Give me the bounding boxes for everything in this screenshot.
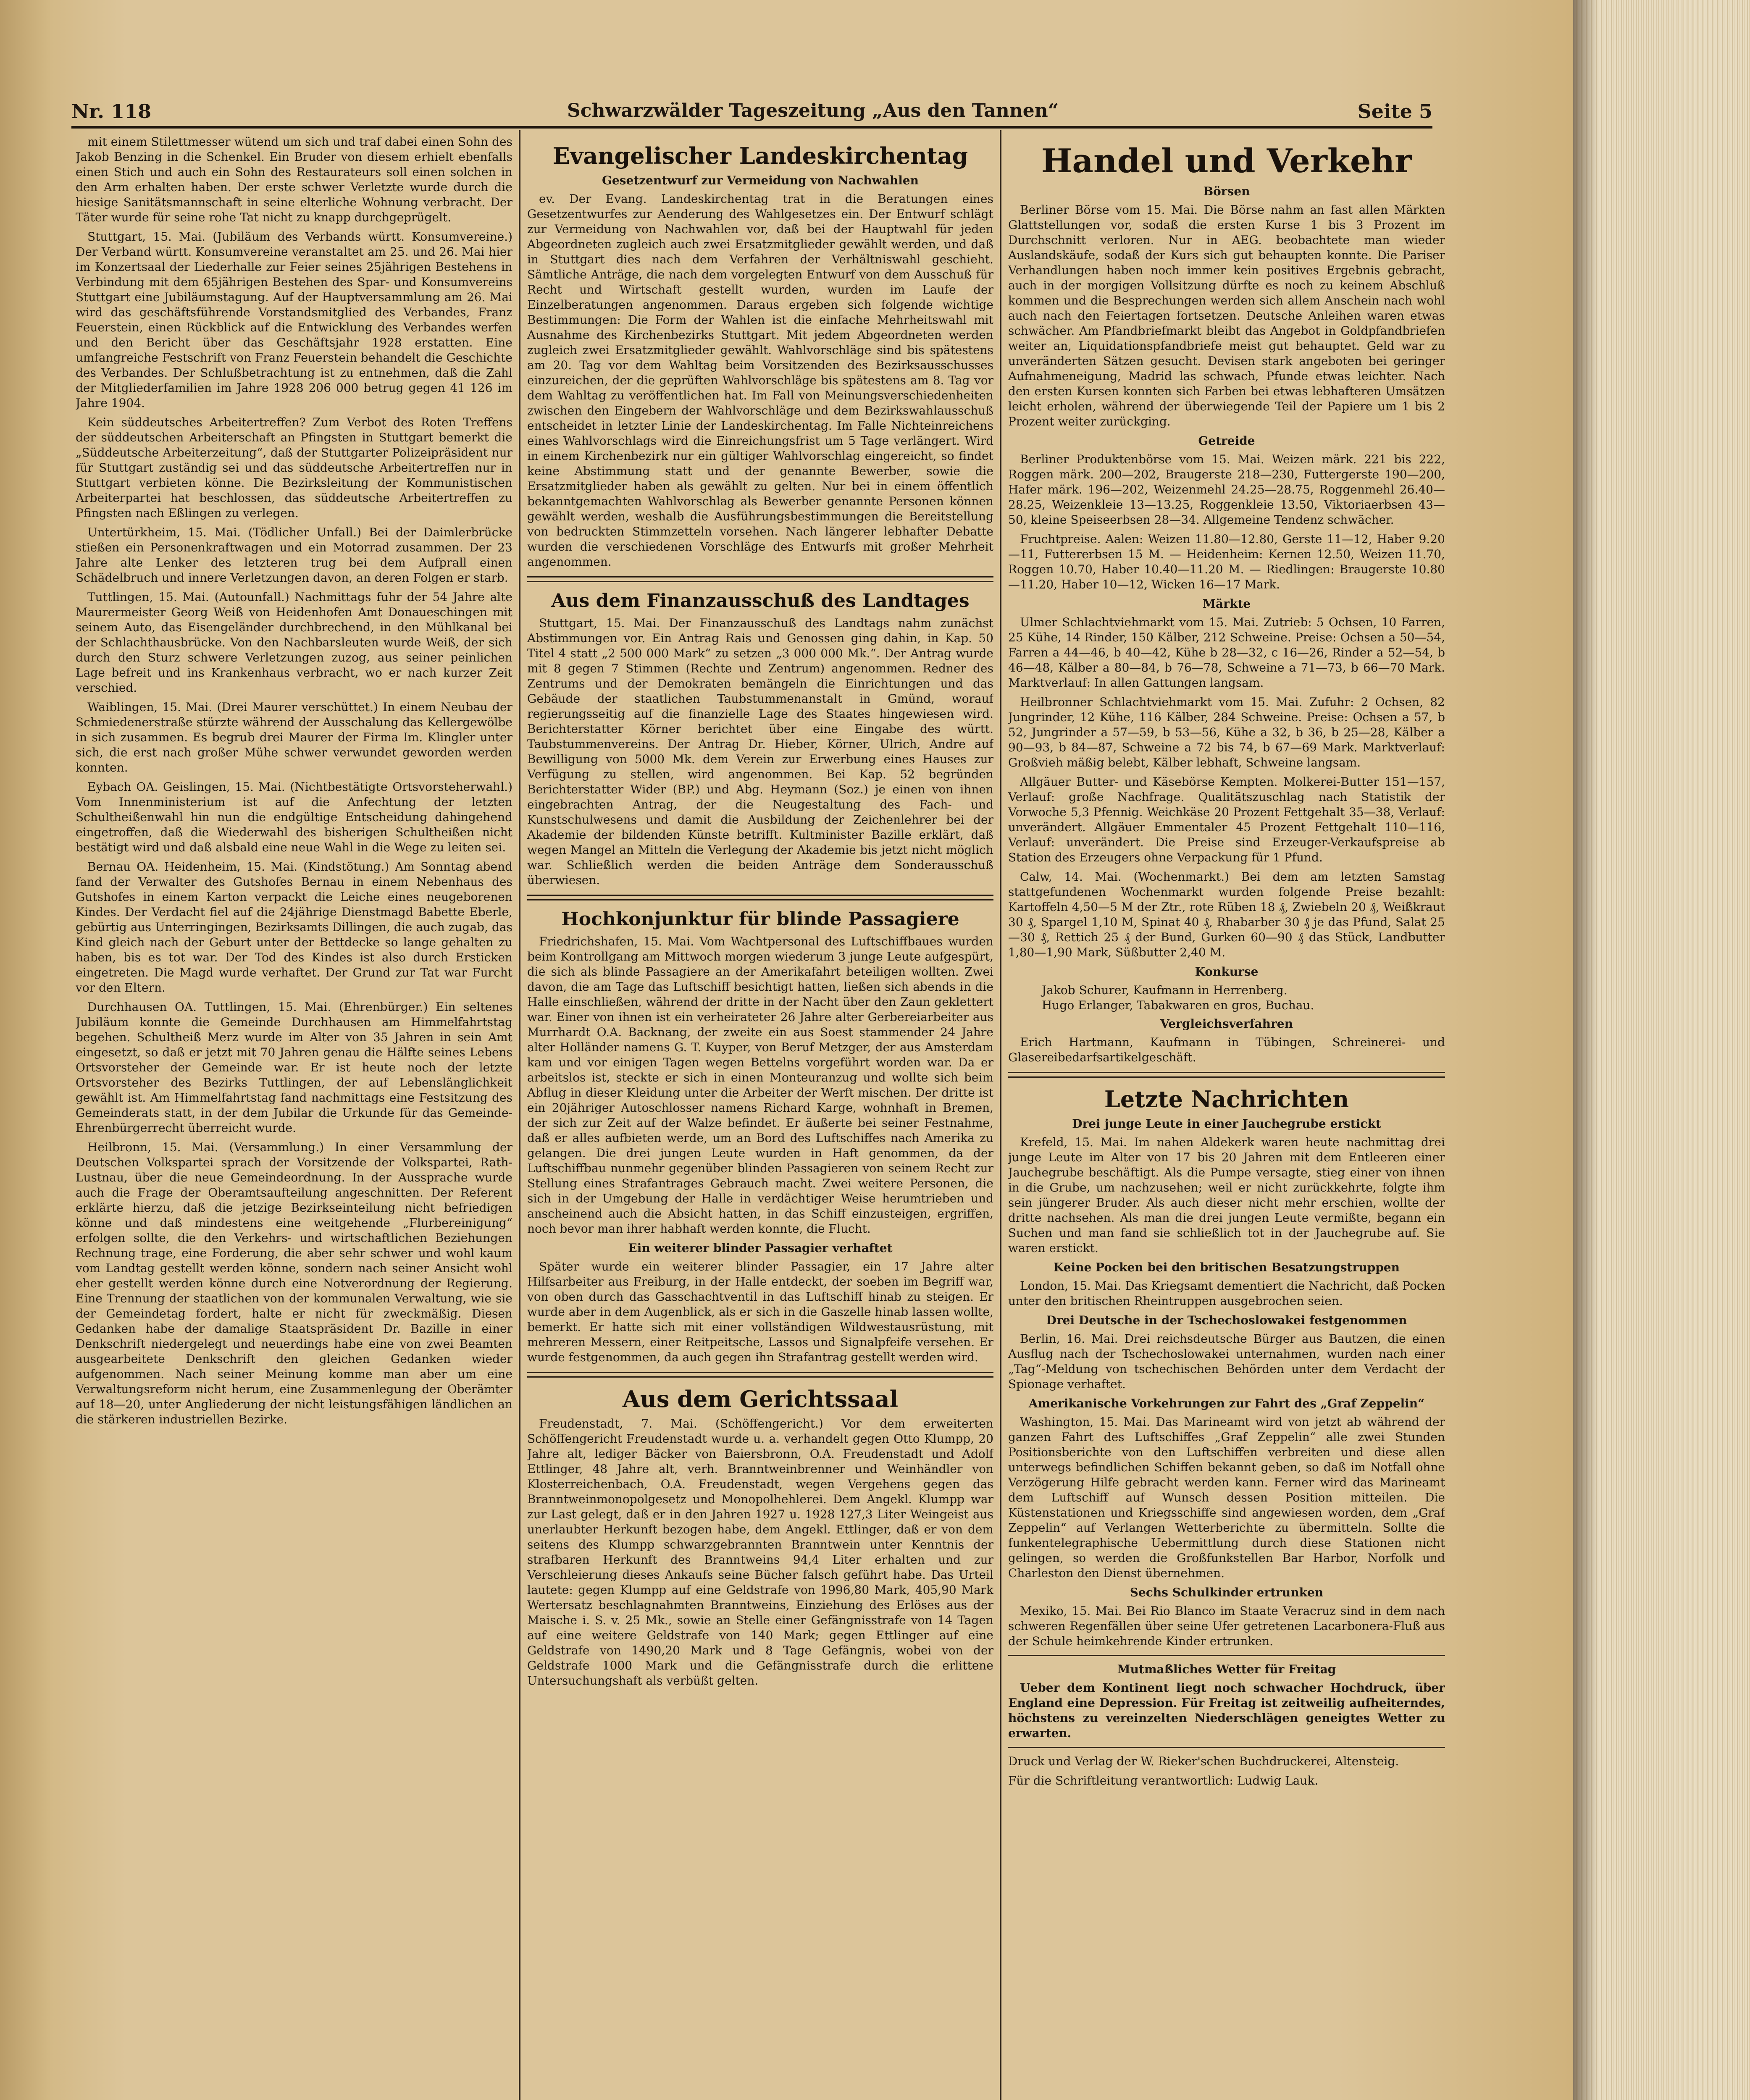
page-header xyxy=(71,92,1432,130)
article-paragraph: Fruchtpreise. Aalen: Weizen 11.80—12.80, Gerste 11—12, Haber 9.20—11, Futtererbsen 15 M. — Heidenheim: Kernen 12.50, Weizen 11.70, Roggen 10.70, Haber 10.40—11.20 M. — Riedlingen: Braugerste 10.80—11.20, Haber 10—12, Wicken 16—17 Mark. xyxy=(1008,532,1445,591)
article-paragraph: Ulmer Schlachtviehmarkt vom 15. Mai. Zutrieb: 5 Ochsen, 10 Farren, 25 Kühe, 14 Rinder, 150 Kälber, 212 Schweine. Preise: Ochsen a 50—54, Farren a 44—46, b 40—42, Kühe b 28—32, c 16—26, Rinder a 52—54, b 46—48, Kälber a 80—84, b 76—78, Schweine a 71—73, b 66—70 Mark. Marktverlauf: In allen Gattungen langsam. xyxy=(1008,615,1445,690)
article-paragraph: Freudenstadt, 7. Mai. (Schöffengericht.) Vor dem erweiterten Schöffengericht Freudenstadt wurde u. a. verhandelt gegen Otto Klumpp, 20 Jahre alt, lediger Bäcker von Baiersbronn, O.A. Freudenstadt und Adolf Ettlinger, 48 Jahre alt, verh. Branntweinbrenner und Weinhändler von Klosterreichenbach, O.A. Freudenstadt, wegen Vergehens gegen das Branntweinmonopolgesetz und Monopolhehlerei. Dem Angekl. Klumpp war zur Last gelegt, daß er in den Jahren 1927 u. 1928 127,3 Liter Weingeist aus unerlaubter Herkunft bezogen habe, dem Angekl. Ettlinger, daß er von dem seitens des Klumpp schwarzgebrannten Branntwein unter Kenntnis der strafbaren Herkunft des Branntweins 94,4 Liter erhalten und zur Verschleierung dieses Ankaufs seine Bücher falsch geführt habe. Das Urteil lautete: gegen Klumpp auf eine Geldstrafe von 1996,80 Mark, 405,90 Mark Wertersatz beschlagnahmten Branntweins, Einziehung des Erlöses aus der Maische i. S. v. 25 Mk., sowie an Stelle einer Gefängnisstrafe von 14 Tagen auf eine weitere Geldstrafe von 140 Mark; gegen Ettlinger auf eine Geldstrafe von 1490,20 Mark und 8 Tage Gefängnis, wobei von der Geldstrafe 1000 Mark und die Gefängnisstrafe durch die erlittene Untersuchungshaft als verbüßt gelten. xyxy=(527,1417,993,1688)
section-divider xyxy=(1008,1072,1445,1078)
article-paragraph: Berliner Produktenbörse vom 15. Mai. Weizen märk. 221 bis 222, Roggen märk. 200—202, Braugerste 218—230, Futtergerste 190—200, Hafer märk. 196—202, Weizenmehl 24.25—28.75, Roggenmehl 26.40—28.25, Weizenkleie 13—13.25, Roggenkleie 13.50, Viktoriaerbsen 43—50, kleine Speiseerbsen 28—34. Allgemeine Tendenz schwächer. xyxy=(1008,452,1445,527)
column-rule-2 xyxy=(1000,130,1001,2100)
article-paragraph: Heilbronner Schlachtviehmarkt vom 15. Mai. Zufuhr: 2 Ochsen, 82 Jungrinder, 12 Kühe, 116 Kälber, 284 Schweine. Preise: Ochsen a 57, b 52, Jungrinder a 57—59, b 53—56, Kühe a 32, b 36, b 25—28, Kälber a 90—93, b 84—87, Schweine a 72 bis 74, b 67—69 Mark. Marktverlauf: Großvieh mäßig belebt, Kälber lebhaft, Schweine langsam. xyxy=(1008,695,1445,769)
header-rule xyxy=(71,126,1432,129)
article-paragraph: Später wurde ein weiterer blinder Passagier, ein 17 Jahre alter Hilfsarbeiter aus Freiburg, in der Halle entdeckt, der soeben im Begriff war, von oben durch das Gasschachtventil in das Luftschiff hinab zu steigen. Er wurde aber in dem Augenblick, als er sich in die Gaszelle hinab lassen wollte, bemerkt. Er hatte sich mit einer vollständigen Wildwestausrüstung, mit mehreren Messern, einer Reitpeitsche, Lassos und Signalpfeife versehen. Er wurde festgenommen, da auch gegen ihn Strafantrag gestellt werden wird. xyxy=(527,1260,993,1364)
article-paragraph: Berliner Börse vom 15. Mai. Die Börse nahm an fast allen Märkten Glattstellungen vor, sodaß die ersten Kurse 1 bis 3 Prozent im Durchschnitt verloren. Nur in AEG. beobachtete man wieder Auslandskäufe, sodaß der Kurs sich gut behaupten konnte. Die Pariser Verhandlungen haben noch immer kein positives Ergebnis gebracht, auch in der morgigen Vollsitzung dürfte es noch zu keinem Abschluß kommen und die Besprechungen werden sich allem Anschein nach wohl auch nach den Feiertagen fortsetzen. Deutsche Anleihen waren etwas schwächer. Am Pfandbriefmarkt bleibt das Angebot in Goldpfandbriefen weiter an, Liquidationspfandbriefe meist gut behauptet. Geld war zu unveränderten Sätzen gesucht. Devisen stark angeboten bei geringer Aufnahmeneigung, Madrid las schwach, Pfunde etwas leichter. Nach den ersten Kursen konnten sich Farben bei etwas lebhafteren Umsätzen leicht erholen, während der überwiegende Teil der Papiere um 1 bis 2 Prozent weiter zurückging. xyxy=(1008,203,1445,428)
list-item: Hugo Erlanger, Tabakwaren en gros, Buchau. xyxy=(1042,998,1314,1012)
article-paragraph: Stuttgart, 15. Mai. Der Finanzausschuß des Landtags nahm zunächst Abstimmungen vor. Ein Antrag Rais und Genossen ging dahin, in Kap. 50 Titel 4 statt „2 500 000 Mark“ zu setzen „3 000 000 Mk.“. Der Antrag wurde mit 8 gegen 7 Stimmen (Rechte und Zentrum) angenommen. Redner des Zentrums und der Demokraten bemängeln die Einrichtungen und das Gebäude der staatlichen Taubstummenanstalt in Gmünd, worauf regierungsseitig auf die finanzielle Lage des Staates hingewiesen wird. Berichterstatter Körner berichtet über eine Eingabe des württ. Taubstummenvereins. Der Antrag Dr. Hieber, Körner, Ulrich, Andre auf Bewilligung von 5000 Mk. dem Verein zur Erwerbung eines Hauses zur Verfügung zu stellen, wird angenommen. Bei Kap. 52 begründen Berichterstatter Wider (BP.) und Abg. Heymann (Soz.) je einen von ihnen eingebrachten Antrag, der die Neugestaltung des Fach- und Kunstschulwesens und damit die Ausbildung der Zeichenlehrer bei der Akademie der bildenden Künste betrifft. Kultminister Bazille erklärt, daß wegen Mangel an Mitteln die Verlegung der Akademie bis jetzt nicht möglich war. Schließlich werden die beiden Anträge dem Sonderausschuß überwiesen. xyxy=(527,616,993,887)
imprint-line: Für die Schriftleitung verantwortlich: Ludwig Lauk. xyxy=(1008,1774,1319,1788)
page-label: Seite 5 xyxy=(1357,100,1432,123)
column-3 xyxy=(1008,134,1445,2100)
section-subtitle: Gesetzentwurf zur Vermeidung von Nachwahlen xyxy=(602,173,919,187)
article-paragraph: Friedrichshafen, 15. Mai. Vom Wachtpersonal des Luftschiffbaues wurden beim Kontrollgang am Mittwoch morgen wiederum 3 junge Leute aufgespürt, die sich als blinde Passagiere an der Amerikafahrt beteiligen wollten. Zwei davon, die am Tage das Luftschiff besichtigt hatten, ließen sich abends in die Halle einschließen, während der dritte in der Nacht über den Zaun geklettert war. Einer von ihnen ist ein verheirateter 26 Jahre alter Gerbereiarbeiter aus Murrhardt O.A. Backnang, der zweite ein aus Soest stammender 24 Jahre alter Holländer namens G. T. Kuyper, von Beruf Metzger, der aus Amsterdam kam und vor einigen Tagen wegen Bettelns vorgeführt worden war. Da er arbeitslos ist, steckte er sich in einen Monteuranzug und wollte sich beim Abflug in dieser Kleidung unter die Arbeiter der Werft mischen. Der dritte ist ein 20jähriger Autoschlosser namens Richard Karge, wohnhaft in Bremen, der sich zur Zeit auf der Walze befindet. Er äußerte bei seiner Festnahme, daß er alles aufbieten werde, um an Bord des Luftschiffes nach Amerika zu gelangen. Die drei jungen Leute wurden in Haft genommen, da der Luftschiffbau nunmehr gegenüber blinden Passagieren von seinem Recht zur Stellung eines Strafantrages Gebrauch macht. Zwei weitere Personen, die sich in der Umgebung der Halle in verdächtiger Weise herumtrieben und anscheinend auch die Absicht hatten, in das Schiff einzusteigen, ergriffen, noch bevor man ihrer habhaft werden konnte, die Flucht. xyxy=(527,934,993,1236)
article-eybach: Eybach OA. Geislingen, 15. Mai. (Nichtbestätigte Ortsvorsteherwahl.) Vom Innenministerium ist auf die Anfechtung der letzten Schultheißenwahl hin nun die endgültige Entscheidung dahingehend eingetroffen, daß die Wiederwahl des bisherigen Schultheißen nicht bestätigt wird und daß alsbald eine neue Wahl in die Wege zu leiten sei. xyxy=(76,780,512,854)
section-title-handel: Handel und Verkehr xyxy=(1041,142,1412,180)
article-heilbronn: Heilbronn, 15. Mai. (Versammlung.) In einer Versammlung der Deutschen Volkspartei sprach der Vorsitzende der Volkspartei, Rath-Lustnau, über die neue Gemeindeordnung. In der Aussprache wurde auch die Frage der Oberamtsaufteilung angeschnitten. Der Referent erklärte hierzu, daß die jetzige Bezirkseinteilung nicht befriedigen könne und daß mindestens eine weitgehende „Flurbereinigung“ erfolgen sollte, die den Verkehrs- und wirtschaftlichen Beziehungen Rechnung trage, eine Forderung, die aber sehr schwer und wohl kaum vom Landtag gestellt werden könne, sondern nach seiner Ansicht wohl eher gestellt werden könne durch eine Notverordnung der Regierung. Eine Trennung der staatlichen von der kommunalen Verwaltung, wie sie der Gemeindetag fordert, halte er nicht für zweckmäßig. Diesen Gedanken habe der damalige Staatspräsident Dr. Bazille in einer Denkschrift niedergelegt und neuerdings habe eine von zwei Beamten ausgearbeitete Denkschrift den gleichen Gedanken wieder aufgenommen. Nach seiner Meinung komme man aber um eine Verwaltungsreform nicht herum, eine Zusammenlegung der Oberämter auf 18—20, unter Angliederung der nicht leistungsfähigen ländlichen an die stärkeren industriellen Bezirke. xyxy=(76,1140,512,1426)
column-1 xyxy=(76,134,512,2100)
article-paragraph: Mexiko, 15. Mai. Bei Rio Blanco im Staate Veracruz sind in dem nach schweren Regenfällen über seine Ufer getretenen Lacarbonera-Fluß aus der Schule heimkehrende Kinder ertrunken. xyxy=(1008,1604,1445,1648)
section-subtitle: Konkurse xyxy=(1195,965,1259,979)
weather-text: Ueber dem Kontinent liegt noch schwacher Hochdruck, über England eine Depression. Für Freitag ist zeitweilig aufheiterndes, höchstens zu vereinzelten Niederschlägen geneigtes Wetter zu erwarten. xyxy=(1008,1681,1445,1740)
section-title-landeskirchentag: Evangelischer Landeskirchentag xyxy=(552,142,968,169)
news-headline: Drei Deutsche in der Tschechoslowakei festgenommen xyxy=(1046,1313,1407,1327)
konkurse-list xyxy=(1008,983,1445,1013)
article-paragraph: Berlin, 16. Mai. Drei reichsdeutsche Bürger aus Bautzen, die einen Ausflug nach der Tschechoslowakei unternahmen, wurden nach einer „Tag“-Meldung von tschechischen Behörden unter dem Verdacht der Spionage verhaftet. xyxy=(1008,1332,1445,1391)
section-subtitle: Ein weiterer blinder Passagier verhaftet xyxy=(628,1241,893,1255)
article-paragraph: Washington, 15. Mai. Das Marineamt wird von jetzt ab während der ganzen Fahrt des Luftschiffes „Graf Zeppelin“ alle zwei Stunden Positionsberichte von den Luftschiffen verbreiten und diese allen unterwegs befindlichen Schiffen bekannt geben, so daß im Notfall ohne Verzögerung Hilfe gebracht werden kann. Ferner wird das Marineamt dem Luftschiff auf Wunsch dessen Position mitteilen. Die Küstenstationen und Kriegsschiffe sind angewiesen worden, dem „Graf Zeppelin“ auf Verlangen Wetterberichte zu übermitteln. Sollte die funkentelegraphische Uebermittlung durch diese Stationen nicht gelingen, so werden die Großfunkstellen Bar Harbor, Norfolk und Charleston den Dienst übernehmen. xyxy=(1008,1415,1445,1580)
article-paragraph: mit einem Stilettmesser wütend um sich und traf dabei einen Sohn des Jakob Benzing in die Schenkel. Ein Bruder von diesem erhielt ebenfalls einen Stich und auch ein Sohn des Restaurateurs soll einen solchen in den Arm erhalten haben. Der erste schwer Verletzte wurde durch die hiesige Sanitätsmannschaft in seine elterliche Wohnung verbracht. Der Täter wurde für seine rohe Tat nicht zu knapp durchgeprügelt. xyxy=(76,135,512,224)
article-tuttlingen: Tuttlingen, 15. Mai. (Autounfall.) Nachmittags fuhr der 54 Jahre alte Maurermeister Georg Weiß von Heidenhofen Amt Donaueschingen mit seinem Auto, das Eisengeländer durchbrechend, in den Mühlkanal bei der Schlachthausbrücke. Von den Nachbarsleuten wurde Weiß, der sich durch den Sturz schwere Verletzungen zuzog, aus seiner peinlichen Lage befreit und ins Krankenhaus verbracht, wo er nach kurzer Zeit verschied. xyxy=(76,590,512,695)
previous-page-edge xyxy=(0,0,50,2100)
imprint-line: Druck und Verlag der W. Rieker'schen Buchdruckerei, Altensteig. xyxy=(1008,1754,1399,1768)
news-headline: Sechs Schulkinder ertrunken xyxy=(1130,1586,1324,1599)
news-headline: Drei junge Leute in einer Jauchegrube erstickt xyxy=(1072,1117,1381,1131)
section-title-finanzausschuss: Aus dem Finanzausschuß des Landtages xyxy=(551,590,970,612)
article-paragraph: ev. Der Evang. Landeskirchentag trat in die Beratungen eines Gesetzentwurfes zur Aenderung des Wahlgesetzes ein. Der Entwurf schlägt zur Vermeidung von Nachwahlen vor, daß bei der Hauptwahl für jeden Abgeordneten zugleich auch zwei Ersatzmitglieder gewählt werden, und daß in Stuttgart dies nach dem Verfahren der Verhältniswahl geschieht. Sämtliche Anträge, die nach dem vorgelegten Entwurf von dem Ausschuß für Recht und Wirtschaft gestellt wurden, wurden im Laufe der Einzelberatungen angenommen. Daraus ergeben sich folgende wichtige Bestimmungen: Die Form der Wahlen ist die einfache Mehrheitswahl mit Ausnahme des Kirchenbezirks Stuttgart. Mit jedem Abgeordneten werden zugleich zwei Ersatzmitglieder gewählt. Wahlvorschläge sind bis spätestens am 20. Tag vor dem Wahltag beim Vorsitzenden des Bezirksausschusses einzureichen, der die geprüften Wahlvorschläge bis spätestens am 8. Tag vor dem Wahltag zu veröffentlichen hat. Im Fall von Meinungsverschiedenheiten zwischen den Eingebern der Wahlvorschläge und dem Bezirkswahlausschuß entscheidet in letzter Linie der Landeskirchentag. Im Falle Nichteinreichens eines Wahlvorschlags wird die Einreichungsfrist um 5 Tage verlängert. Wird in einem Kirchenbezirk nur ein gültiger Wahlvorschlag eingereicht, so findet keine Abstimmung statt und der genannte Bewerber, sowie die Ersatzmitglieder haben als gewählt zu gelten. Nur bei in einem öffentlich bekanntgemachten Wahlvorschlag als Bewerber genannte Personen können gewählt werden, weshalb die Ausführungsbestimmungen die Bereitstellung von bedruckten Stimmzetteln vorsehen. Nach längerer lebhafter Debatte wurden die verschiedenen Vorschläge des Entwurfs mit großer Mehrheit angenommen. xyxy=(527,192,993,569)
section-divider xyxy=(527,895,993,900)
article-untertuerkheim: Untertürkheim, 15. Mai. (Tödlicher Unfall.) Bei der Daimlerbrücke stießen ein Personenkraftwagen und ein Motorrad zusammen. Der 23 Jahre alte Lenker des letzteren trug bei dem Aufprall einen Schädelbruch und innere Verletzungen davon, an deren Folgen er starb. xyxy=(76,525,512,585)
page-number: Nr. 118 xyxy=(71,100,152,123)
section-subtitle: Börsen xyxy=(1203,184,1250,198)
book-page-stack xyxy=(1573,0,1750,2100)
gutter-shadow xyxy=(1573,0,1598,2100)
section-subtitle: Märkte xyxy=(1202,597,1251,611)
article-paragraph: Calw, 14. Mai. (Wochenmarkt.) Bei dem am letzten Samstag stattgefundenen Wochenmarkt wurden folgende Preise bezahlt: Kartoffeln 4,50—5 M der Ztr., rote Rüben 18 ₰, Zwiebeln 20 ₰, Weißkraut 30 ₰, Spargel 1,10 M, Spinat 40 ₰, Rhabarber 30 ₰ je das Pfund, Salat 25—30 ₰, Rettich 25 ₰ der Bund, Gurken 60—90 ₰ das Stück, Landbutter 1,80—1,90 Mark, Süßbutter 2,40 M. xyxy=(1008,870,1445,959)
column-rule-1 xyxy=(519,130,520,2100)
article-paragraph: Allgäuer Butter- und Käsebörse Kempten. Molkerei-Butter 151—157, Verlauf: große Nachfrage. Qualitätszuschlag nach Statistik der Vorwoche 5,3 Pfennig. Weichkäse 20 Prozent Fettgehalt 35—38, Verlauf: unverändert. Allgäuer Emmentaler 45 Prozent Fettgehalt 110—116, Verlauf: unverändert. Die Preise sind Erzeuger-Verkaufspreise ab Station des Erzeugers ohne Verpackung für 1 Pfund. xyxy=(1008,775,1445,864)
section-title-gerichtssaal: Aus dem Gerichtssaal xyxy=(622,1386,899,1412)
section-divider xyxy=(527,576,993,582)
news-headline: Amerikanische Vorkehrungen zur Fahrt des „Graf Zeppelin“ xyxy=(1028,1396,1425,1410)
news-headline: Keine Pocken bei den britischen Besatzungstruppen xyxy=(1054,1260,1400,1274)
section-divider xyxy=(1008,1655,1445,1656)
section-title-blinde-passagiere: Hochkonjunktur für blinde Passagiere xyxy=(561,908,959,930)
article-bernau: Bernau OA. Heidenheim, 15. Mai. (Kindstötung.) Am Sonntag abend fand der Verwalter des Gutshofes Bernau in einem Nebenhaus des Gutshofes in einem Karton verpackt die Leiche eines neugeborenen Kindes. Der Verdacht fiel auf die 24jährige Dienstmagd Babette Eberle, gebürtig aus Unterringingen, Bezirksamts Dillingen, die auch zugab, das Kind gleich nach der Geburt unter der Bettdecke so lange gehalten zu haben, bis es tot war. Der Tod des Kindes ist also durch Ersticken eingetreten. Die Magd wurde verhaftet. Der Grund zur Tat war Furcht vor den Eltern. xyxy=(76,860,512,995)
weather-title: Mutmaßliches Wetter für Freitag xyxy=(1117,1662,1336,1676)
section-divider xyxy=(1008,1747,1445,1748)
article-waiblingen: Waiblingen, 15. Mai. (Drei Maurer verschüttet.) In einem Neubau der Schmiedenerstraße stürzte während der Ausschalung das Kellergewölbe in sich zusammen. Es begrub drei Maurer der Firma Im. Klingler unter sich, die erst nach großer Mühe schwer verwundet geworden werden konnten. xyxy=(76,700,512,774)
list-item: Jakob Schurer, Kaufmann in Herrenberg. xyxy=(1042,983,1288,997)
column-2 xyxy=(527,134,993,2100)
article-durchhausen: Durchhausen OA. Tuttlingen, 15. Mai. (Ehrenbürger.) Ein seltenes Jubiläum konnte die Gemeinde Durchhausen am Himmelfahrtstag begehen. Schultheiß Merz wurde im Alter von 35 Jahren in sein Amt eingesetzt, so daß er jetzt mit 70 Jahren genau die Hälfte seines Lebens Ortsvorsteher der Gemeinde war. Er ist heute noch der letzte Ortsvorsteher des Bezirks Tuttlingen, der auf Lebenslänglichkeit gewählt ist. Am Himmelfahrtstag fand nachmittags eine Festsitzung des Gemeinderats statt, in der dem Jubilar die Urkunde für das Gemeinde-Ehrenbürgerrecht überreicht wurde. xyxy=(76,1000,512,1135)
article-paragraph: London, 15. Mai. Das Kriegsamt dementiert die Nachricht, daß Pocken unter den britischen Rheintruppen ausgebrochen seien. xyxy=(1008,1279,1445,1308)
section-title-letzte-nachrichten: Letzte Nachrichten xyxy=(1104,1086,1349,1113)
article-paragraph: Erich Hartmann, Kaufmann in Tübingen, Schreinerei- und Glasereibedarfsartikelgeschäft. xyxy=(1008,1035,1445,1064)
section-subtitle: Getreide xyxy=(1198,434,1255,448)
section-subtitle: Vergleichsverfahren xyxy=(1160,1017,1293,1031)
newspaper-name: Schwarzwälder Tageszeitung „Aus den Tannen“ xyxy=(567,100,1059,121)
section-divider xyxy=(527,1372,993,1378)
article-arbeitertreffen: Kein süddeutsches Arbeitertreffen? Zum Verbot des Roten Treffens der süddeutschen Arbeiterschaft an Pfingsten in Stuttgart bemerkt die „Süddeutsche Arbeiterzeitung“, daß der Stuttgarter Polizeipräsident nur für Stuttgart zuständig sei und das süddeutsche Arbeitertreffen nur in Stuttgart verbieten könne. Die Bezirksleitung der Kommunistischen Arbeiterpartei hat beschlossen, das süddeutsche Arbeitertreffen zu Pfingsten nach Eßlingen zu verlegen. xyxy=(76,415,512,520)
article-paragraph: Krefeld, 15. Mai. Im nahen Aldekerk waren heute nachmittag drei junge Leute im Alter von 17 bis 20 Jahren mit dem Entleeren einer Jauchegrube beschäftigt. Als die Pumpe versagte, stieg einer von ihnen in die Grube, um nachzusehen; weil er nicht zurückkehrte, folgte ihm sein jüngerer Bruder. Als auch dieser nicht mehr erschien, wollte der dritte nachsehen. Als man die drei jungen Leute vermißte, begann ein Suchen und man fand sie schließlich tot in der Jauchegrube auf. Sie waren erstickt. xyxy=(1008,1135,1445,1255)
article-stuttgart-konsumvereine: Stuttgart, 15. Mai. (Jubiläum des Verbands württ. Konsumvereine.) Der Verband württ. Konsumvereine veranstaltet am 25. und 26. Mai hier im Konzertsaal der Liederhalle zur Feier seines 25jährigen Bestehens in Verbindung mit dem 65jährigen Bestehen des Spar- und Konsumvereins Stuttgart eine Jubiläumstagung. Auf der Hauptversammlung am 26. Mai wird das geschäftsführende Vorstandsmitglied des Verbandes, Franz Feuerstein, einen Rückblick auf die Entwicklung des Verbandes werfen und den Bericht über das Geschäftsjahr 1928 erstatten. Eine umfangreiche Festschrift von Franz Feuerstein behandelt die Geschichte des Verbandes. Der Schlußbetrachtung ist zu entnehmen, daß die Zahl der Mitgliederfamilien im Jahre 1928 206 000 betrug gegen 41 126 im Jahre 1904. xyxy=(76,230,512,410)
